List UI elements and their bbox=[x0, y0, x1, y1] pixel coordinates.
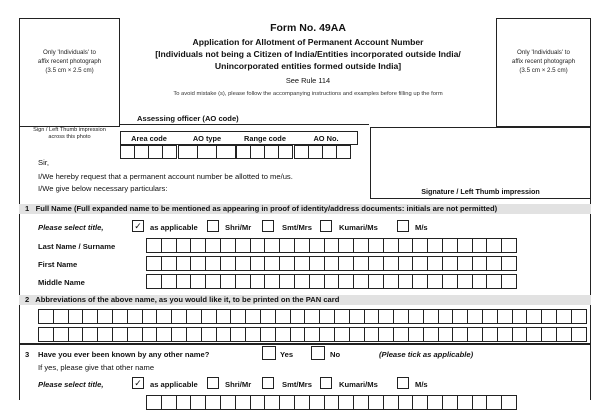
ao-code-cell[interactable] bbox=[120, 145, 135, 159]
other-name-char-cell[interactable] bbox=[250, 395, 266, 410]
abbr-char-cell[interactable] bbox=[393, 309, 409, 324]
title-checkbox-shri[interactable] bbox=[207, 220, 219, 232]
s3-title-checkbox-kumari[interactable] bbox=[320, 377, 332, 389]
abbr-char-cell[interactable] bbox=[97, 327, 113, 342]
abbr-char-cell[interactable] bbox=[290, 309, 306, 324]
photo-sign-line1: Sign / Left Thumb impression bbox=[33, 127, 106, 133]
name-char-cell[interactable] bbox=[309, 238, 325, 253]
name-char-cell[interactable] bbox=[501, 256, 517, 271]
abbr-char-cell[interactable] bbox=[438, 327, 454, 342]
abbr-char-cell[interactable] bbox=[230, 327, 246, 342]
abbr-char-cell[interactable] bbox=[127, 327, 143, 342]
section3-divider bbox=[19, 343, 591, 345]
abbr-char-cell[interactable] bbox=[541, 309, 557, 324]
name-char-cell[interactable] bbox=[264, 238, 280, 253]
title-checkbox-smt[interactable] bbox=[262, 220, 274, 232]
signature-label: Signature / Left Thumb impression bbox=[421, 187, 540, 196]
ao-col-area-code: Area code bbox=[131, 134, 167, 143]
abbr-char-cell[interactable] bbox=[571, 327, 587, 342]
abbr-char-cell[interactable] bbox=[156, 327, 172, 342]
intro-line2: I/We give below necessary particulars: bbox=[38, 184, 168, 193]
title-option-ms: M/s bbox=[415, 223, 428, 232]
title-option-smt: Smt/Mrs bbox=[282, 223, 312, 232]
name-char-cell[interactable] bbox=[427, 274, 443, 289]
name-char-cell[interactable] bbox=[279, 274, 295, 289]
abbr-char-cell[interactable] bbox=[142, 327, 158, 342]
photo-left-line3: (3.5 cm × 2.5 cm) bbox=[45, 67, 94, 74]
abbr-char-cell[interactable] bbox=[541, 327, 557, 342]
other-name-char-cell[interactable] bbox=[220, 395, 236, 410]
name-char-cell[interactable] bbox=[190, 256, 206, 271]
abbr-char-cell[interactable] bbox=[38, 309, 54, 324]
ao-code-cell[interactable] bbox=[264, 145, 279, 159]
abbr-char-cell[interactable] bbox=[526, 309, 542, 324]
photo-sign-note bbox=[19, 127, 120, 141]
section3-ifyes: If yes, please give that other name bbox=[38, 363, 155, 372]
s3-title-option-shri: Shri/Mr bbox=[225, 380, 252, 389]
other-name-char-cell[interactable] bbox=[368, 395, 384, 410]
abbr-char-cell[interactable] bbox=[497, 309, 513, 324]
abbr-char-cell[interactable] bbox=[319, 327, 335, 342]
photo-sign-line2: across this photo bbox=[48, 134, 91, 140]
ao-code-cell[interactable] bbox=[322, 145, 337, 159]
name-char-cell[interactable] bbox=[353, 274, 369, 289]
name-char-cell[interactable] bbox=[309, 274, 325, 289]
name-char-cell[interactable] bbox=[146, 256, 162, 271]
photo-right-line2: affix recent photograph bbox=[511, 58, 576, 65]
photo-right-line3: (3.5 cm × 2.5 cm) bbox=[519, 67, 568, 74]
abbr-char-cell[interactable] bbox=[438, 309, 454, 324]
name-char-cell[interactable] bbox=[205, 256, 221, 271]
abbr-char-cell[interactable] bbox=[290, 327, 306, 342]
other-name-char-cell[interactable] bbox=[161, 395, 177, 410]
name-char-cell[interactable] bbox=[294, 256, 310, 271]
name-char-cell[interactable] bbox=[412, 274, 428, 289]
other-name-char-cell[interactable] bbox=[309, 395, 325, 410]
abbr-char-cell[interactable] bbox=[364, 327, 380, 342]
name-char-cell[interactable] bbox=[472, 256, 488, 271]
section2-title: Abbreviations of the above name, as you would like it, to be printed on the PAN card bbox=[35, 295, 340, 304]
name-char-cell[interactable] bbox=[264, 256, 280, 271]
name-char-cell[interactable] bbox=[398, 256, 414, 271]
abbr-char-cell[interactable] bbox=[319, 309, 335, 324]
name-char-cell[interactable] bbox=[383, 274, 399, 289]
s3-title-option-applicable: as applicable bbox=[150, 380, 198, 389]
ao-code-cell[interactable] bbox=[178, 145, 198, 159]
name-char-cell[interactable] bbox=[176, 238, 192, 253]
name-char-cell[interactable] bbox=[176, 256, 192, 271]
name-char-cell[interactable] bbox=[220, 256, 236, 271]
name-char-cell[interactable] bbox=[220, 238, 236, 253]
name-char-cell[interactable] bbox=[383, 256, 399, 271]
other-name-char-cell[interactable] bbox=[501, 395, 517, 410]
abbr-char-cell[interactable] bbox=[378, 327, 394, 342]
abbr-char-cell[interactable] bbox=[216, 327, 232, 342]
abbr-char-cell[interactable] bbox=[275, 327, 291, 342]
name-char-cell[interactable] bbox=[472, 238, 488, 253]
name-char-cell[interactable] bbox=[161, 256, 177, 271]
abbr-char-cell[interactable] bbox=[82, 309, 98, 324]
name-char-cell[interactable] bbox=[324, 238, 340, 253]
abbr-char-cell[interactable] bbox=[216, 309, 232, 324]
name-char-cell[interactable] bbox=[398, 274, 414, 289]
name-char-cell[interactable] bbox=[235, 238, 251, 253]
s3-title-checkbox-smt[interactable] bbox=[262, 377, 274, 389]
name-char-cell[interactable] bbox=[190, 238, 206, 253]
name-char-cell[interactable] bbox=[309, 256, 325, 271]
name-char-cell[interactable] bbox=[176, 274, 192, 289]
abbr-char-cell[interactable] bbox=[156, 309, 172, 324]
name-char-cell[interactable] bbox=[324, 274, 340, 289]
abbr-char-cell[interactable] bbox=[467, 327, 483, 342]
s3-title-option-smt: Smt/Mrs bbox=[282, 380, 312, 389]
form-title-line3: Unincorporated entities formed outside India] bbox=[214, 61, 402, 71]
s3-title-checkbox-applicable[interactable]: ✓ bbox=[132, 377, 144, 389]
other-name-char-cell[interactable] bbox=[412, 395, 428, 410]
ao-code-cell[interactable] bbox=[278, 145, 293, 159]
abbr-char-cell[interactable] bbox=[97, 309, 113, 324]
abbr-char-cell[interactable] bbox=[423, 309, 439, 324]
abbr-char-cell[interactable] bbox=[423, 327, 439, 342]
name-char-cell[interactable] bbox=[338, 256, 354, 271]
title-option-applicable: as applicable bbox=[150, 223, 198, 232]
abbr-char-cell[interactable] bbox=[452, 309, 468, 324]
other-name-char-cell[interactable] bbox=[264, 395, 280, 410]
abbr-char-cell[interactable] bbox=[556, 327, 572, 342]
name-char-cell[interactable] bbox=[501, 274, 517, 289]
abbr-char-cell[interactable] bbox=[260, 309, 276, 324]
form-title-line2: [Individuals not being a Citizen of India/Entities incorporated outside India/ bbox=[155, 49, 461, 59]
other-name-char-cell[interactable] bbox=[442, 395, 458, 410]
other-name-char-cell[interactable] bbox=[146, 395, 162, 410]
abbr-char-cell[interactable] bbox=[556, 309, 572, 324]
other-name-char-cell[interactable] bbox=[205, 395, 221, 410]
abbr-char-cell[interactable] bbox=[334, 327, 350, 342]
name-char-cell[interactable] bbox=[338, 274, 354, 289]
title-option-kumari: Kumari/Ms bbox=[339, 223, 378, 232]
ao-code-cell[interactable] bbox=[134, 145, 149, 159]
name-char-cell[interactable] bbox=[442, 274, 458, 289]
other-name-char-cell[interactable] bbox=[324, 395, 340, 410]
s3-title-option-kumari: Kumari/Ms bbox=[339, 380, 378, 389]
section1-header bbox=[19, 204, 591, 214]
other-name-no-label: No bbox=[330, 350, 341, 359]
name-char-cell[interactable] bbox=[294, 238, 310, 253]
abbr-char-cell[interactable] bbox=[512, 309, 528, 324]
name-char-cell[interactable] bbox=[486, 238, 502, 253]
photo-right-line1: Only 'Individuals' to bbox=[517, 49, 570, 56]
abbr-char-cell[interactable] bbox=[364, 309, 380, 324]
abbr-char-cell[interactable] bbox=[275, 309, 291, 324]
ao-code-title: Assessing officer (AO code) bbox=[137, 114, 239, 123]
name-char-cell[interactable] bbox=[235, 274, 251, 289]
other-name-yes-checkbox[interactable] bbox=[262, 346, 276, 360]
name-char-cell[interactable] bbox=[190, 274, 206, 289]
abbr-char-cell[interactable] bbox=[260, 327, 276, 342]
name-char-cell[interactable] bbox=[250, 256, 266, 271]
instruction-note: To avoid mistake (s), please follow the accompanying instructions and examples before filling up the form bbox=[173, 91, 443, 97]
abbr-char-cell[interactable] bbox=[334, 309, 350, 324]
name-char-cell[interactable] bbox=[412, 238, 428, 253]
name-char-cell[interactable] bbox=[398, 238, 414, 253]
ao-code-cell[interactable] bbox=[148, 145, 163, 159]
title-checkbox-applicable[interactable]: ✓ bbox=[132, 220, 144, 232]
name-char-cell[interactable] bbox=[338, 238, 354, 253]
abbr-char-cell[interactable] bbox=[349, 309, 365, 324]
abbr-char-cell[interactable] bbox=[245, 327, 261, 342]
abbr-char-cell[interactable] bbox=[201, 309, 217, 324]
other-name-char-cell[interactable] bbox=[338, 395, 354, 410]
abbr-char-cell[interactable] bbox=[304, 327, 320, 342]
ao-code-cell[interactable] bbox=[294, 145, 309, 159]
abbr-char-cell[interactable] bbox=[127, 309, 143, 324]
name-char-cell[interactable] bbox=[501, 238, 517, 253]
abbr-char-cell[interactable] bbox=[512, 327, 528, 342]
abbr-char-cell[interactable] bbox=[201, 327, 217, 342]
title-checkbox-ms[interactable] bbox=[397, 220, 409, 232]
name-char-cell[interactable] bbox=[324, 256, 340, 271]
form-title-line1: Application for Allotment of Permanent Account Number bbox=[192, 37, 424, 47]
ao-code-cell[interactable] bbox=[236, 145, 251, 159]
ao-top-line bbox=[120, 124, 369, 125]
abbr-char-cell[interactable] bbox=[393, 327, 409, 342]
name-char-cell[interactable] bbox=[368, 274, 384, 289]
abbr-char-cell[interactable] bbox=[230, 309, 246, 324]
name-char-cell[interactable] bbox=[412, 256, 428, 271]
name-char-cell[interactable] bbox=[205, 238, 221, 253]
other-name-char-cell[interactable] bbox=[235, 395, 251, 410]
ao-code-cell[interactable] bbox=[216, 145, 236, 159]
abbr-char-cell[interactable] bbox=[482, 327, 498, 342]
photo-left-instruction bbox=[19, 48, 120, 75]
other-name-char-cell[interactable] bbox=[294, 395, 310, 410]
name-char-cell[interactable] bbox=[279, 256, 295, 271]
ao-code-cell[interactable] bbox=[162, 145, 177, 159]
abbr-char-cell[interactable] bbox=[497, 327, 513, 342]
abbr-char-cell[interactable] bbox=[142, 309, 158, 324]
ao-col-ao-type: AO type bbox=[192, 134, 222, 143]
ao-col-range-code: Range code bbox=[244, 134, 286, 143]
abbr-char-cell[interactable] bbox=[482, 309, 498, 324]
name-char-cell[interactable] bbox=[486, 256, 502, 271]
section2-header bbox=[19, 295, 591, 305]
section3-hint: (Please tick as applicable) bbox=[379, 350, 474, 359]
abbr-char-cell[interactable] bbox=[68, 327, 84, 342]
abbr-char-cell[interactable] bbox=[68, 309, 84, 324]
section3-number: 3 bbox=[25, 350, 30, 359]
abbr-char-cell[interactable] bbox=[304, 309, 320, 324]
last-name-label: Last Name / Surname bbox=[38, 242, 116, 251]
abbr-char-cell[interactable] bbox=[82, 327, 98, 342]
name-char-cell[interactable] bbox=[427, 256, 443, 271]
section2-number: 2 bbox=[25, 295, 30, 304]
abbr-char-cell[interactable] bbox=[245, 309, 261, 324]
name-char-cell[interactable] bbox=[368, 238, 384, 253]
s3-title-option-ms: M/s bbox=[415, 380, 428, 389]
abbr-char-cell[interactable] bbox=[171, 327, 187, 342]
name-char-cell[interactable] bbox=[250, 274, 266, 289]
other-name-char-cell[interactable] bbox=[383, 395, 399, 410]
name-char-cell[interactable] bbox=[472, 274, 488, 289]
ao-code-cell[interactable] bbox=[250, 145, 265, 159]
name-char-cell[interactable] bbox=[427, 238, 443, 253]
photo-right-instruction bbox=[496, 48, 591, 75]
name-char-cell[interactable] bbox=[457, 238, 473, 253]
name-char-cell[interactable] bbox=[205, 274, 221, 289]
photo-left-line2: affix recent photograph bbox=[37, 58, 102, 65]
name-char-cell[interactable] bbox=[442, 238, 458, 253]
abbr-char-cell[interactable] bbox=[408, 327, 424, 342]
name-char-cell[interactable] bbox=[353, 238, 369, 253]
name-char-cell[interactable] bbox=[368, 256, 384, 271]
other-name-char-cell[interactable] bbox=[190, 395, 206, 410]
name-char-cell[interactable] bbox=[146, 274, 162, 289]
name-char-cell[interactable] bbox=[457, 256, 473, 271]
other-name-char-cell[interactable] bbox=[353, 395, 369, 410]
title-option-shri: Shri/Mr bbox=[225, 223, 252, 232]
name-char-cell[interactable] bbox=[220, 274, 236, 289]
name-char-cell[interactable] bbox=[279, 238, 295, 253]
intro-line1: I/We hereby request that a permanent account number be allotted to me/us. bbox=[38, 172, 293, 181]
form-number: Form No. 49AA bbox=[270, 22, 346, 34]
other-name-char-cell[interactable] bbox=[457, 395, 473, 410]
abbr-char-cell[interactable] bbox=[186, 309, 202, 324]
ao-col-ao-no: AO No. bbox=[313, 134, 339, 143]
abbr-char-cell[interactable] bbox=[112, 309, 128, 324]
other-name-no-checkbox[interactable] bbox=[311, 346, 325, 360]
name-char-cell[interactable] bbox=[161, 274, 177, 289]
ao-code-cell[interactable] bbox=[197, 145, 217, 159]
name-char-cell[interactable] bbox=[294, 274, 310, 289]
other-name-char-cell[interactable] bbox=[427, 395, 443, 410]
middle-name-label: Middle Name bbox=[38, 278, 85, 287]
abbr-char-cell[interactable] bbox=[452, 327, 468, 342]
name-char-cell[interactable] bbox=[250, 238, 266, 253]
name-char-cell[interactable] bbox=[161, 238, 177, 253]
other-name-yes-label: Yes bbox=[280, 350, 294, 359]
abbr-char-cell[interactable] bbox=[186, 327, 202, 342]
section3-question: Have you ever been known by any other name? bbox=[38, 350, 210, 359]
other-name-char-cell[interactable] bbox=[176, 395, 192, 410]
ao-code-cell[interactable] bbox=[336, 145, 351, 159]
abbr-char-cell[interactable] bbox=[349, 327, 365, 342]
other-name-char-cell[interactable] bbox=[398, 395, 414, 410]
name-char-cell[interactable] bbox=[235, 256, 251, 271]
other-name-char-cell[interactable] bbox=[472, 395, 488, 410]
abbr-char-cell[interactable] bbox=[526, 327, 542, 342]
first-name-label: First Name bbox=[38, 260, 78, 269]
name-char-cell[interactable] bbox=[146, 238, 162, 253]
abbr-char-cell[interactable] bbox=[378, 309, 394, 324]
title-checkbox-kumari[interactable] bbox=[320, 220, 332, 232]
section1-number: 1 bbox=[25, 204, 30, 213]
other-name-char-cell[interactable] bbox=[486, 395, 502, 410]
name-char-cell[interactable] bbox=[353, 256, 369, 271]
abbr-char-cell[interactable] bbox=[408, 309, 424, 324]
section3-select-label: Please select title, bbox=[38, 380, 104, 389]
abbr-char-cell[interactable] bbox=[53, 327, 69, 342]
name-char-cell[interactable] bbox=[486, 274, 502, 289]
abbr-char-cell[interactable] bbox=[467, 309, 483, 324]
s3-title-checkbox-ms[interactable] bbox=[397, 377, 409, 389]
abbr-char-cell[interactable] bbox=[171, 309, 187, 324]
abbr-char-cell[interactable] bbox=[571, 309, 587, 324]
name-char-cell[interactable] bbox=[457, 274, 473, 289]
abbr-char-cell[interactable] bbox=[38, 327, 54, 342]
abbr-char-cell[interactable] bbox=[112, 327, 128, 342]
abbr-char-cell[interactable] bbox=[53, 309, 69, 324]
section1-select-label: Please select title, bbox=[38, 223, 104, 232]
name-char-cell[interactable] bbox=[264, 274, 280, 289]
rule-reference: See Rule 114 bbox=[285, 76, 331, 85]
ao-code-cell[interactable] bbox=[308, 145, 323, 159]
salutation: Sir, bbox=[38, 158, 49, 167]
other-name-char-cell[interactable] bbox=[279, 395, 295, 410]
photo-left-line1: Only 'Individuals' to bbox=[43, 49, 96, 56]
section1-title: Full Name (Full expanded name to be mentioned as appearing in proof of identity/address documents: initials are not permitted) bbox=[35, 204, 498, 213]
name-char-cell[interactable] bbox=[383, 238, 399, 253]
s3-title-checkbox-shri[interactable] bbox=[207, 377, 219, 389]
name-char-cell[interactable] bbox=[442, 256, 458, 271]
